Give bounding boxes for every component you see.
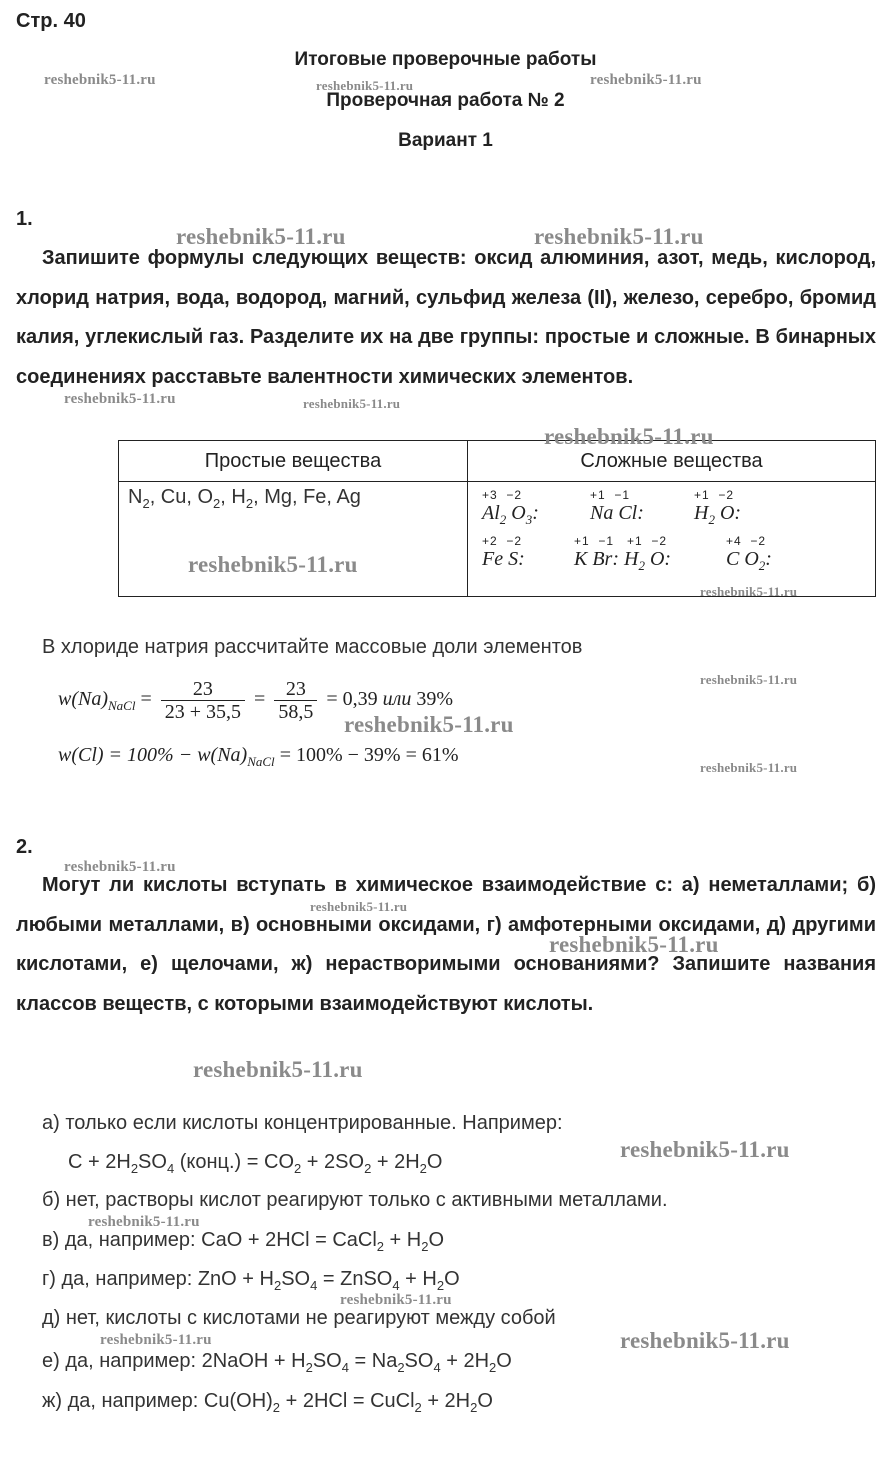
formula-h2o: +1 −2 $H_2$ O: <box>694 488 742 527</box>
mass-fraction-na: $w(Na)_{NaCl}$ = $\frac{23}{23 + 35,5}$ = $\frac{23}{58,5}$ = 0,39 или 39% <box>58 678 453 723</box>
task-2-number: 2. <box>16 836 33 858</box>
answer-g: г) да, например: ZnO + $H_2SO_4$ = ZnSO$_4$ + $H_2O$ <box>42 1268 460 1293</box>
mass-fraction-cl: $w(Cl) = 100\% - w(Na)_{NaCl} = 100\% - 39\% = 61\%$ <box>58 744 459 769</box>
answer-b: б) нет, растворы кислот реагируют только с активными металлами. <box>42 1189 668 1211</box>
answer-v: в) да, например: CaO + 2HCl = CaCl$_2$ + $H_2O$ <box>42 1229 445 1254</box>
watermark: reshebnik5-11.ru <box>303 396 401 411</box>
watermark: reshebnik5-11.ru <box>700 584 798 599</box>
formula-fes: +2 −2 Fe S: <box>482 534 525 570</box>
answer-a: а) только если кислоты концентрированные. Например: <box>42 1112 563 1134</box>
watermark: reshebnik5-11.ru <box>344 712 514 737</box>
task-2-text: Могут ли кислоты вступать в химическое взаимодействие с: а) неметаллами; б) любыми металлами, в) основными оксидами, г) амфотерными оксидами, д) другими кислотами, е) щелочами, ж) нерастворимыми основаниями? Запишите названия классов веществ, с которыми взаимодействуют кислоты. <box>16 874 876 1015</box>
watermark: reshebnik5-11.ru <box>590 72 702 88</box>
formula-nacl: +1 −1 Na Cl: <box>590 488 644 524</box>
watermark: reshebnik5-11.ru <box>340 1292 452 1308</box>
section-title: Итоговые проверочные работы <box>294 49 597 70</box>
watermark: reshebnik5-11.ru <box>188 552 358 577</box>
watermark: reshebnik5-11.ru <box>193 1057 363 1082</box>
work-title: Проверочная работа № 2 <box>326 90 565 111</box>
page-number: Стр. 40 <box>16 10 86 32</box>
simple-substances: $N_2$, Cu, $O_2$, $H_2$, Mg, Fe, Ag <box>128 486 361 511</box>
watermark: reshebnik5-11.ru <box>310 899 408 914</box>
mass-fraction-intro: В хлориде натрия рассчитайте массовые доли элементов <box>42 636 583 658</box>
answer-a-equation: $C + 2H_2SO_4$ (конц.) = $CO_2 + 2SO_2 + 2H_2O$ <box>68 1151 443 1176</box>
task-1-number: 1. <box>16 208 33 230</box>
answer-d: д) нет, кислоты с кислотами не реагируют между собой <box>42 1307 556 1329</box>
answer-e: е) да, например: 2NaOH + $H_2SO_4 = Na_2SO_4 + 2H_2O$ <box>42 1350 512 1375</box>
watermark: reshebnik5-11.ru <box>176 224 346 249</box>
watermark: reshebnik5-11.ru <box>700 672 798 687</box>
watermark: reshebnik5-11.ru <box>88 1214 200 1230</box>
complex-cell <box>468 482 876 597</box>
watermark: reshebnik5-11.ru <box>544 424 714 449</box>
watermark: reshebnik5-11.ru <box>534 224 704 249</box>
simple-cell <box>119 482 468 597</box>
formula-co2: +4 −2 C $O_2$: <box>726 534 772 573</box>
watermark: reshebnik5-11.ru <box>64 391 176 407</box>
answer-zh: ж) да, например: $Cu(OH)_2 + 2HCl$ = CuCl$_2$ + $2H_2O$ <box>42 1390 493 1415</box>
watermark: reshebnik5-11.ru <box>549 932 719 957</box>
watermark: reshebnik5-11.ru <box>64 859 176 875</box>
variant-title: Вариант 1 <box>398 130 493 151</box>
watermark: reshebnik5-11.ru <box>620 1137 790 1162</box>
watermark: reshebnik5-11.ru <box>316 78 414 93</box>
watermark: reshebnik5-11.ru <box>100 1332 212 1348</box>
simple-header: Простые вещества <box>119 441 468 482</box>
complex-header: Сложные вещества <box>468 441 876 482</box>
formula-kbr-h2o: +1 −1 +1 −2 K Br: $H_2$ O: <box>574 534 672 573</box>
watermark: reshebnik5-11.ru <box>620 1328 790 1353</box>
watermark: reshebnik5-11.ru <box>44 72 156 88</box>
task-1-text: Запишите формулы следующих веществ: оксид алюминия, азот, медь, кислород, хлорид натрия, вода, водород, магний, сульфид железа (II), железо, серебро, бромид калия, углекислый газ. Разделите их на две группы: простые и сложные. В бинарных соединениях расставьте валентности химических элементов. <box>16 247 876 388</box>
formula-al2o3: +3 −2 $Al_2$ $O_3$: <box>482 488 539 527</box>
watermark: reshebnik5-11.ru <box>700 760 798 775</box>
